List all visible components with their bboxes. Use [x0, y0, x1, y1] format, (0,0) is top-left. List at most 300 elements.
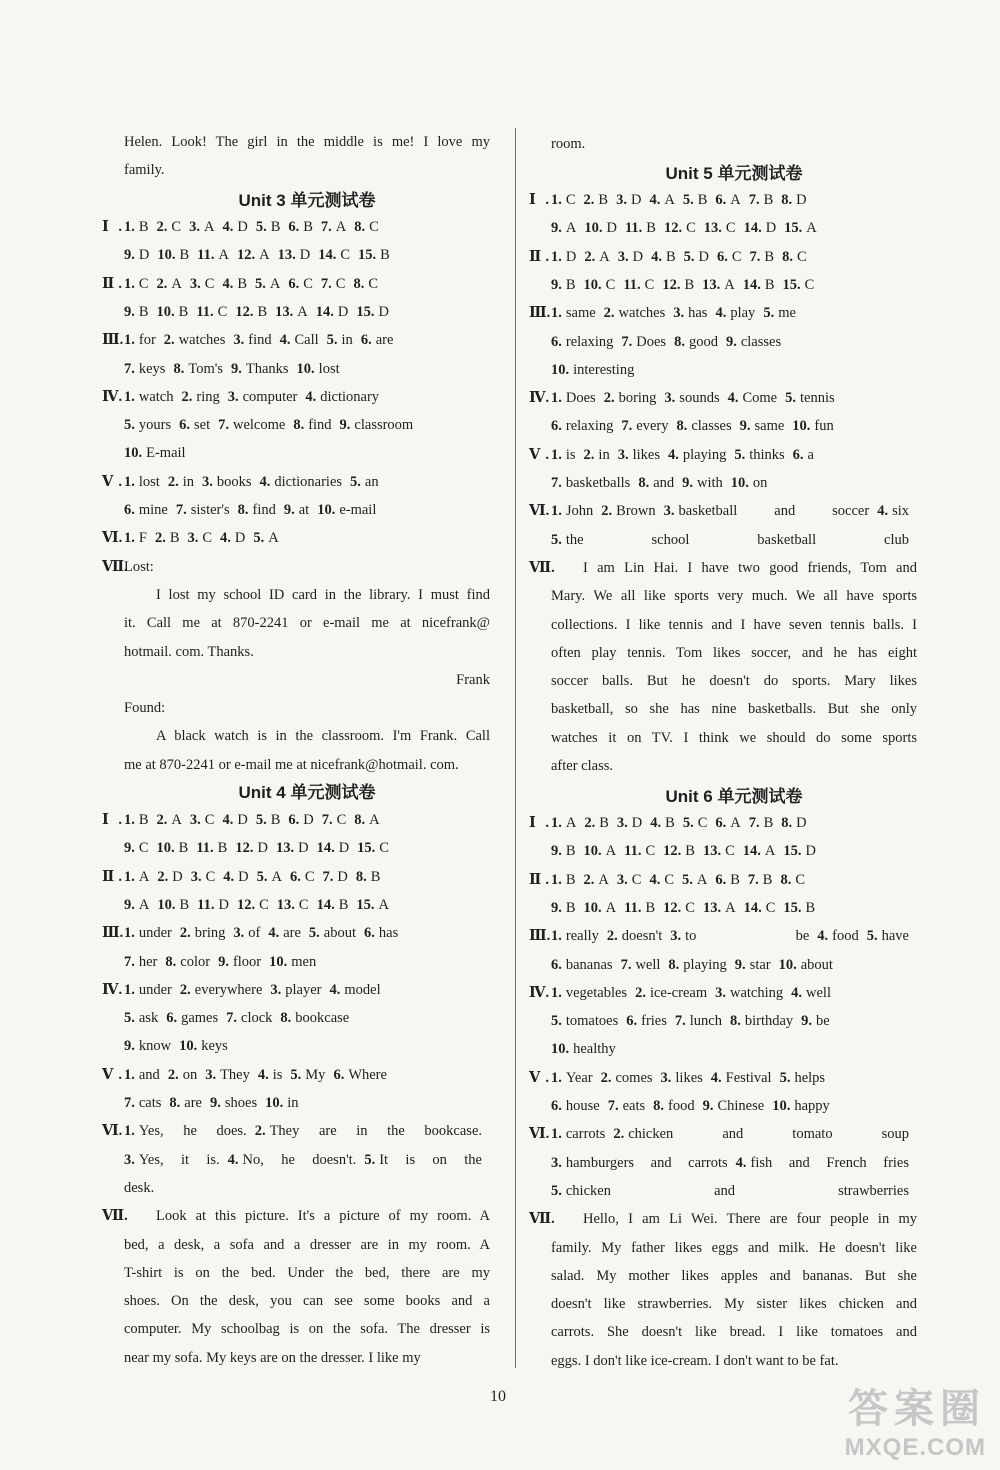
answer-item	[621, 334, 666, 350]
section-numeral: Ⅰ.	[102, 219, 122, 235]
answer-item	[551, 1183, 909, 1199]
item-answer: of	[248, 925, 261, 942]
item-answer: basketballs	[565, 475, 631, 491]
answer-item	[674, 334, 718, 350]
answer-item	[551, 928, 599, 944]
item-number: 4.	[305, 388, 317, 405]
item-number: 12.	[662, 276, 681, 293]
unit4-essay-line	[124, 1206, 490, 1226]
item-number: 3.	[233, 925, 245, 942]
answer-item	[350, 474, 379, 490]
answer-item	[197, 247, 229, 263]
item-number: 2.	[584, 248, 596, 265]
item-number: 7.	[322, 868, 334, 885]
item-number: 15.	[357, 840, 376, 857]
text: salad. My mother likes apples and bananas. But she	[551, 1267, 917, 1284]
item-answer: for	[138, 332, 156, 349]
item-number: 3.	[189, 275, 201, 292]
answer-item	[124, 276, 149, 292]
answer-item	[165, 954, 210, 970]
item-answer: C	[765, 899, 776, 916]
answer-item	[551, 305, 596, 321]
item-number: 9.	[551, 843, 562, 860]
unit5-section-i-line	[529, 190, 917, 210]
item-number: 9.	[551, 220, 562, 237]
item-answer: really	[565, 928, 599, 945]
answer-item	[763, 305, 796, 321]
item-number: 9.	[551, 899, 562, 916]
item-answer: Yes, it is.	[138, 1151, 220, 1168]
item-answer: A	[764, 843, 776, 860]
item-number: 8.	[165, 953, 177, 970]
item-number: 10.	[269, 953, 288, 970]
column-divider	[515, 128, 516, 1368]
item-number: 2.	[613, 1126, 625, 1143]
text: soccer balls. But he doesn't do sports. Mary likes	[551, 673, 917, 690]
answer-item	[703, 1098, 765, 1114]
answer-item	[237, 897, 269, 913]
found-notice-line	[124, 726, 490, 746]
answer-item	[780, 872, 805, 888]
answer-item	[124, 1095, 161, 1111]
item-answer: B	[685, 843, 695, 860]
item-number: 3.	[616, 192, 627, 208]
item-answer: same	[565, 305, 596, 322]
item-number: 4.	[667, 446, 679, 463]
answer-item	[169, 1095, 202, 1111]
item-answer: D	[630, 192, 642, 208]
item-number: 5.	[350, 473, 361, 490]
item-answer: an	[364, 473, 379, 490]
item-answer: D	[298, 840, 309, 857]
answer-item	[551, 362, 634, 378]
item-answer: D	[338, 840, 350, 857]
answer-item	[584, 872, 609, 888]
unit5-section-iii-line	[529, 303, 917, 323]
unit4-section-iv-line	[124, 1008, 490, 1028]
answer-item	[664, 503, 870, 519]
item-answer: helps	[794, 1069, 826, 1086]
item-answer: chicken and tomato soup	[628, 1126, 909, 1143]
unit5-essay-line	[551, 728, 917, 748]
item-number: 2.	[179, 925, 191, 942]
item-answer: B	[762, 871, 773, 888]
item-answer: A	[171, 812, 182, 828]
item-number: 4.	[279, 332, 291, 349]
item-number: 3.	[616, 871, 628, 888]
item-answer: C	[686, 220, 696, 237]
item-number: 5.	[326, 332, 338, 349]
unit6-essay-line	[551, 1266, 917, 1286]
answer-item	[743, 843, 776, 859]
item-answer: and	[138, 1066, 160, 1083]
item-number: 3.	[205, 1066, 217, 1083]
item-number: 10.	[583, 843, 602, 860]
item-number: 6.	[792, 446, 804, 463]
answer-item	[715, 305, 755, 321]
answer-item	[222, 812, 247, 828]
item-answer: good	[688, 333, 718, 350]
item-answer: A	[335, 219, 347, 235]
item-number: 6.	[333, 1066, 345, 1083]
item-answer: C	[204, 275, 215, 292]
item-answer: E-mail	[146, 445, 186, 462]
unit4-section-iv-line	[124, 1036, 490, 1056]
unit3-section-ii-line	[102, 274, 490, 294]
item-number: 9.	[124, 840, 135, 857]
item-answer: star	[749, 956, 771, 973]
answer-item	[735, 957, 771, 973]
item-number: 4.	[715, 305, 727, 322]
item-number: 4.	[649, 192, 661, 208]
item-answer: A	[565, 815, 577, 831]
unit4-section-i-line	[124, 838, 490, 858]
answer-item	[202, 474, 252, 490]
answer-item	[604, 305, 666, 321]
item-number: 3.	[660, 1069, 672, 1086]
item-number: 1.	[551, 503, 562, 520]
item-answer: C	[804, 276, 815, 293]
item-number: 11.	[197, 896, 215, 913]
item-answer: C	[259, 896, 269, 913]
answer-item	[280, 1010, 349, 1026]
item-number: 9.	[739, 418, 751, 435]
section-numeral: Ⅶ.	[529, 559, 555, 576]
answer-item	[726, 334, 781, 350]
section-numeral: Ⅶ.	[102, 558, 128, 575]
answer-item	[673, 305, 707, 321]
answer-item	[124, 1038, 171, 1054]
item-number: 7.	[621, 333, 633, 350]
answer-item	[124, 1123, 247, 1139]
item-number: 5.	[364, 1151, 376, 1168]
item-answer: B	[665, 248, 676, 265]
item-answer: on	[752, 475, 768, 491]
item-answer: likes	[675, 1069, 703, 1086]
item-number: 7.	[320, 219, 332, 235]
item-answer: D	[303, 812, 314, 828]
answer-item	[316, 304, 349, 320]
answer-item	[779, 957, 833, 973]
item-answer: D	[238, 868, 249, 885]
unit6-section-iii-line	[529, 926, 917, 946]
item-answer: C	[304, 868, 315, 885]
item-answer: A	[138, 868, 150, 885]
answer-item	[356, 869, 381, 885]
answer-item	[124, 219, 149, 235]
item-answer: food	[832, 928, 859, 945]
item-answer: C	[369, 219, 379, 235]
item-answer: D	[218, 896, 229, 913]
answer-item	[668, 957, 726, 973]
answer-item	[744, 900, 776, 916]
item-number: 1.	[551, 815, 562, 831]
answer-item	[231, 361, 289, 377]
item-number: 12.	[236, 896, 256, 913]
answer-item	[223, 869, 248, 885]
answer-item	[255, 276, 280, 292]
item-number: 9.	[218, 953, 229, 970]
item-answer: John	[565, 503, 594, 520]
answer-item	[661, 1070, 703, 1086]
answer-item	[793, 447, 814, 463]
item-number: 1.	[551, 928, 562, 945]
item-answer: happy	[794, 1098, 830, 1114]
unit6-essay-line	[551, 1209, 917, 1229]
item-answer: B	[338, 896, 349, 913]
item-number: 7.	[218, 417, 229, 434]
item-number: 10.	[772, 1098, 791, 1114]
answer-item	[124, 417, 171, 433]
answer-item	[783, 277, 815, 293]
item-answer: D	[337, 303, 349, 320]
item-answer: have	[881, 928, 909, 945]
item-number: 1.	[551, 984, 562, 1001]
lost-notice-line	[124, 642, 490, 662]
item-answer: B	[645, 899, 656, 916]
answer-item	[124, 247, 149, 263]
item-number: 10.	[157, 247, 176, 264]
item-number: 3.	[190, 868, 202, 885]
item-answer: doesn't	[621, 928, 663, 945]
answer-item	[736, 1155, 909, 1171]
answer-item	[180, 925, 225, 941]
item-number: 10.	[551, 1041, 570, 1058]
item-answer: welcome	[232, 417, 286, 434]
answer-item	[684, 249, 709, 265]
answer-item	[717, 249, 742, 265]
answer-item	[353, 276, 378, 292]
answer-item	[715, 872, 740, 888]
answer-item	[210, 1095, 257, 1111]
unit6-section-ii-line	[529, 870, 917, 890]
item-number: 6.	[626, 1013, 638, 1030]
item-number: 5.	[124, 1010, 135, 1027]
answer-item	[124, 1067, 160, 1083]
answer-item	[270, 982, 321, 998]
item-number: 8.	[674, 333, 685, 350]
item-number: 3.	[124, 1151, 135, 1168]
text: desk.	[124, 1179, 155, 1196]
text: family. My father likes eggs and milk. He doesn't like	[551, 1239, 917, 1256]
item-answer: D	[632, 248, 644, 265]
unit4-title: Unit 4 单元测试卷	[238, 783, 376, 802]
answer-item	[190, 812, 215, 828]
item-number: 8.	[353, 275, 365, 292]
answer-item	[626, 1013, 667, 1029]
answer-item	[664, 220, 696, 236]
answer-item	[228, 1152, 357, 1168]
item-answer: B	[697, 192, 708, 208]
item-answer: B	[303, 219, 313, 235]
item-number: 10.	[583, 899, 602, 916]
item-number: 6.	[715, 871, 727, 888]
unit5-section-v-line	[551, 473, 917, 493]
item-answer: hamburgers and carrots	[565, 1154, 728, 1171]
item-number: 3.	[663, 503, 675, 520]
answer-item	[584, 249, 609, 265]
answer-item	[180, 982, 263, 998]
item-number: 9.	[734, 956, 746, 973]
answer-item	[601, 1070, 653, 1086]
answer-item	[728, 390, 778, 406]
unit5-section-ii-line	[551, 275, 917, 295]
item-number: 14.	[743, 220, 762, 237]
item-answer: A	[269, 275, 281, 292]
answer-item	[235, 304, 267, 320]
answer-item	[179, 1038, 228, 1054]
item-answer: find	[248, 332, 272, 349]
item-number: 2.	[157, 868, 169, 885]
unit5-section-v-line	[529, 445, 917, 465]
item-answer: A	[730, 815, 741, 831]
unit6-title: Unit 6 单元测试卷	[665, 787, 803, 806]
item-answer: player	[285, 981, 322, 998]
answer-item	[356, 304, 389, 320]
item-number: 15.	[782, 276, 801, 293]
item-number: 5.	[290, 1066, 302, 1083]
item-answer: thinks	[749, 446, 785, 463]
section-numeral: Ⅳ.	[102, 388, 123, 405]
answer-item	[551, 872, 576, 888]
item-answer: A	[664, 192, 675, 208]
answer-item	[551, 249, 576, 265]
item-answer: A	[730, 192, 741, 208]
item-answer: are	[283, 925, 301, 942]
answer-item	[734, 447, 784, 463]
item-number: 5.	[551, 1182, 562, 1199]
section-numeral: Ⅵ.	[529, 1126, 550, 1143]
item-number: 4.	[877, 503, 889, 520]
item-number: 2.	[156, 812, 168, 828]
item-number: 6.	[364, 925, 375, 942]
item-answer: bookcase	[295, 1010, 350, 1027]
item-answer: C	[731, 248, 742, 265]
item-number: 15.	[783, 843, 802, 860]
item-number: 9.	[124, 247, 135, 264]
item-number: 3.	[187, 530, 199, 547]
answer-item	[604, 390, 657, 406]
item-answer: me	[778, 305, 796, 322]
item-answer: boring	[618, 390, 657, 407]
item-number: 3.	[670, 928, 682, 945]
answer-item	[715, 815, 740, 831]
item-answer: keys	[138, 360, 166, 377]
lost-title	[102, 557, 490, 577]
section-numeral: Ⅴ.	[529, 1069, 549, 1086]
answer-item	[551, 475, 630, 491]
item-answer: find	[308, 417, 332, 434]
answer-item	[361, 332, 394, 348]
item-number: 3.	[617, 446, 629, 463]
item-answer: C	[645, 843, 656, 860]
item-answer: food	[668, 1098, 695, 1114]
text: I am Lin Hai. I have two good friends, Tom and	[583, 559, 917, 576]
answer-item	[124, 812, 149, 828]
answer-item	[584, 277, 616, 293]
answer-item	[157, 812, 182, 828]
answer-item	[124, 474, 160, 490]
item-number: 7.	[621, 418, 633, 435]
answer-item	[321, 219, 346, 235]
item-number: 9.	[801, 1013, 813, 1030]
item-number: 7.	[748, 815, 760, 831]
answer-item	[357, 840, 389, 856]
item-answer: vegetables	[565, 984, 628, 1001]
item-answer: Chinese	[717, 1098, 765, 1114]
item-number: 2.	[606, 928, 618, 945]
item-number: 6.	[166, 1010, 178, 1027]
answer-item	[330, 982, 381, 998]
item-answer: to be	[685, 928, 810, 945]
item-number: 7.	[124, 953, 135, 970]
answer-item	[358, 247, 390, 263]
answer-item	[309, 925, 356, 941]
text: hotmail. com. Thanks.	[124, 643, 254, 660]
unit3-title: Unit 3 单元测试卷	[238, 191, 376, 210]
item-number: 6.	[124, 502, 135, 518]
section-numeral: Ⅴ.	[102, 473, 122, 490]
answer-item	[624, 900, 655, 916]
item-number: 2.	[635, 984, 646, 1001]
section-numeral: Ⅱ.	[102, 868, 122, 885]
answer-item	[317, 897, 349, 913]
unit3-section-i-line	[124, 245, 490, 265]
section-numeral: Ⅰ.	[529, 192, 549, 208]
answer-item	[551, 1098, 600, 1114]
item-number: 15.	[784, 220, 803, 237]
item-number: 14.	[743, 899, 762, 916]
item-answer: B	[138, 219, 149, 235]
item-number: 7.	[607, 1098, 619, 1114]
watermark	[845, 1377, 986, 1462]
item-number: 5.	[255, 275, 266, 292]
item-answer: B	[270, 812, 281, 828]
item-number: 3.	[715, 984, 726, 1001]
unit4-essay-line	[124, 1348, 490, 1368]
text: watches it on TV. I think we should do some sports	[551, 729, 917, 746]
item-number: 4.	[257, 1066, 269, 1083]
item-number: 12.	[235, 303, 254, 320]
answer-item	[157, 276, 182, 292]
unit4-vi-tail	[124, 1178, 490, 1198]
answer-item	[258, 1067, 283, 1083]
text: near my sofa. My keys are on the dresser. I like my	[124, 1349, 421, 1366]
text: Hello, I am Li Wei. There are four people in my	[583, 1211, 917, 1228]
answer-item	[584, 900, 617, 916]
item-number: 4.	[222, 275, 234, 292]
item-number: 8.	[280, 1010, 292, 1027]
item-answer: A	[565, 220, 577, 237]
unit5-essay-line	[551, 586, 917, 606]
answer-item	[551, 192, 576, 208]
answer-item	[625, 220, 656, 236]
unit4-section-vi-line	[124, 1150, 490, 1170]
item-number: 5.	[255, 219, 267, 235]
item-number: 7.	[749, 248, 761, 265]
answer-item	[124, 389, 174, 405]
item-number: 4.	[650, 815, 662, 831]
unit6-section-v-line	[529, 1068, 917, 1088]
unit5-section-iv-line	[551, 416, 917, 436]
item-number: 4.	[791, 984, 803, 1001]
answer-item	[551, 1155, 728, 1171]
answer-item	[715, 192, 740, 208]
item-number: 8.	[729, 1013, 741, 1030]
item-number: 7.	[748, 192, 760, 208]
answer-item	[650, 815, 675, 831]
item-number: 9.	[682, 475, 693, 491]
